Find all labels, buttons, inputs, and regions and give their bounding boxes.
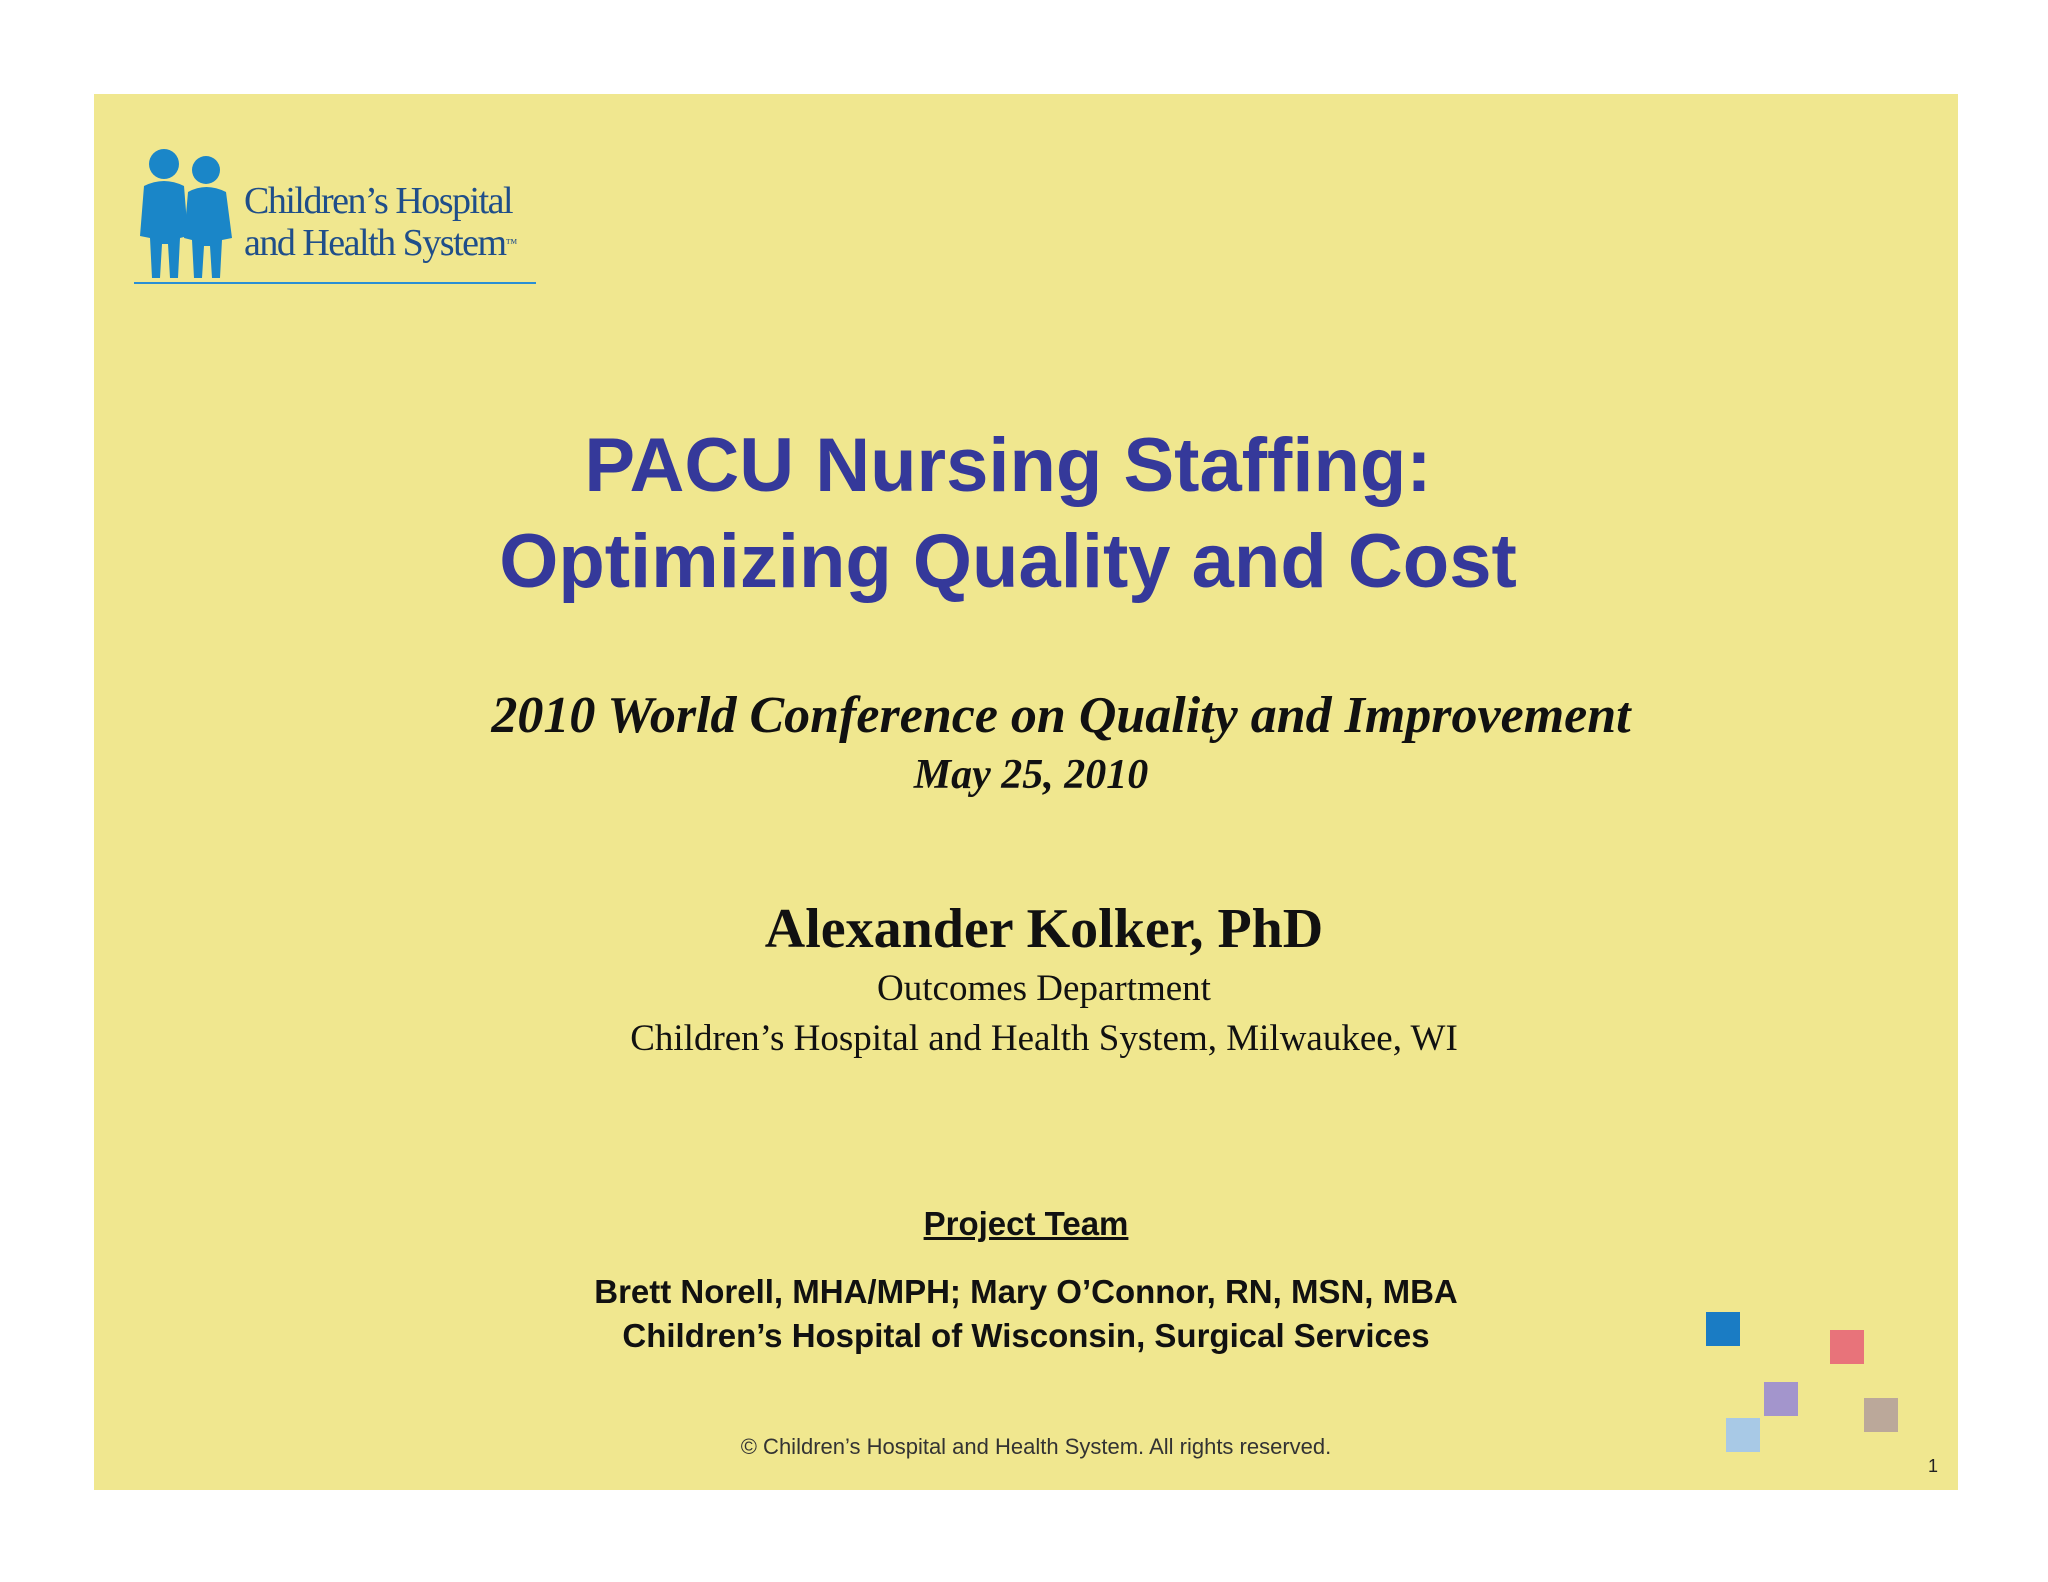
logo-line-2: and Health System [244, 222, 506, 264]
hospital-logo [134, 146, 554, 286]
conference-name: 2010 World Conference on Quality and Improvement [491, 687, 1631, 744]
logo-underline [134, 282, 536, 284]
title-line-2: Optimizing Quality and Cost [499, 519, 1517, 604]
copyright-notice: © Children’s Hospital and Health System. All rights reserved. [740, 1434, 1332, 1459]
logo-trademark: ™ [505, 236, 518, 250]
logo-wordmark [244, 180, 517, 264]
conference-date: May 25, 2010 [913, 752, 1149, 798]
children-figures-icon [134, 146, 244, 282]
slide [94, 94, 1958, 1490]
decor-square-purple [1764, 1382, 1798, 1416]
logo-line-1: Children’s Hospital [244, 180, 513, 222]
decor-square-taupe [1864, 1398, 1898, 1432]
project-team-heading: Project Team [923, 1205, 1129, 1242]
conference-block [94, 684, 1958, 802]
author-organization: Children’s Hospital and Health System, Milwaukee, WI [630, 1018, 1458, 1059]
slide-title [94, 418, 1958, 610]
project-team-members: Brett Norell, MHA/MPH; Mary O’Connor, RN, MSN, MBA [594, 1273, 1458, 1310]
decor-square-blue [1706, 1312, 1740, 1346]
author-block [94, 894, 1958, 1064]
author-department: Outcomes Department [877, 968, 1211, 1009]
title-line-1: PACU Nursing Staffing: [584, 423, 1432, 508]
project-team-block [94, 1202, 1958, 1358]
author-name: Alexander Kolker, PhD [764, 898, 1324, 960]
decor-square-pink [1830, 1330, 1864, 1364]
page-number: 1 [1927, 1456, 1938, 1476]
project-team-affiliation: Children’s Hospital of Wisconsin, Surgical Services [622, 1317, 1430, 1354]
